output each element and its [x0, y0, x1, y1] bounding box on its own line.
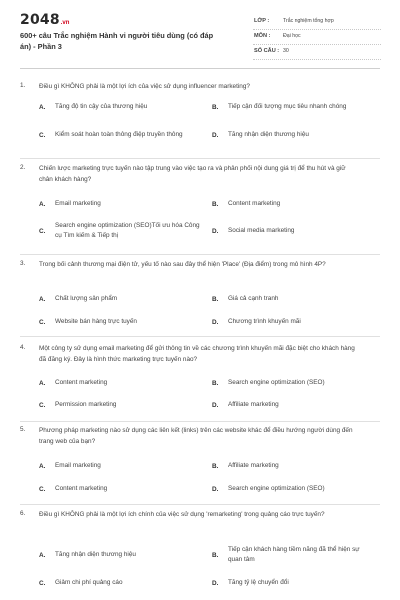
option-d[interactable] [212, 315, 380, 329]
option-text: Social media marketing [228, 227, 295, 235]
option-letter: B. [212, 103, 219, 111]
question-5 [20, 426, 380, 508]
option-text: Giảm chi phí quảng cáo [55, 579, 123, 587]
option-c[interactable] [39, 398, 204, 412]
document-title: 600+ câu Trắc nghiệm Hành vi người tiêu dùng (có đáp án) - Phần 3 [20, 31, 214, 51]
option-text: Search engine optimization (SEO)Tối ưu hóa Công cụ Tìm kiếm & Tiếp thị [55, 222, 200, 239]
page-header [0, 0, 400, 64]
question-divider [20, 504, 380, 505]
meta-label: SỐ CÂU : [254, 48, 280, 54]
option-letter: B. [212, 200, 219, 208]
option-text: Chất lượng sản phẩm [55, 295, 118, 303]
option-letter: D. [212, 318, 219, 326]
option-letter: B. [212, 379, 219, 387]
option-letter: D. [212, 579, 219, 587]
logo-tld: .vn [60, 20, 70, 26]
option-d[interactable] [212, 128, 380, 142]
option-c[interactable] [39, 482, 204, 496]
option-d[interactable] [212, 224, 380, 238]
question-text: Trong bối cảnh thương mại điện tử, yếu tố nào sau đây thể hiện 'Place' (Địa điểm) trong mô hình 4P? [39, 261, 326, 268]
question-3 [20, 260, 380, 340]
meta-row-class [253, 15, 381, 30]
option-letter: C. [39, 131, 46, 139]
header-divider [20, 68, 380, 69]
option-letter: A. [39, 200, 46, 208]
question-divider [20, 421, 380, 422]
question-text: Điều gì KHÔNG phải là một lợi ích của việc sử dụng influencer marketing? [39, 83, 250, 90]
option-a[interactable] [39, 292, 204, 306]
option-letter: C. [39, 318, 46, 326]
option-text: Kiểm soát hoàn toàn thông điệp truyền thông [55, 131, 183, 139]
option-letter: A. [39, 103, 46, 111]
option-b[interactable] [212, 376, 380, 390]
question-4 [20, 344, 380, 424]
option-c[interactable] [39, 315, 204, 329]
option-c[interactable] [39, 220, 204, 242]
option-letter: C. [39, 485, 46, 493]
option-b[interactable] [212, 292, 380, 306]
option-a[interactable] [39, 100, 204, 114]
option-letter: D. [212, 227, 219, 235]
option-letter: D. [212, 485, 219, 493]
question-number: 1. [20, 82, 26, 89]
option-text: Content marketing [55, 379, 108, 387]
option-text: Giá cả cạnh tranh [228, 295, 279, 303]
option-letter: C. [39, 579, 46, 587]
question-text: Điều gì KHÔNG phải là một lợi ích chính của việc sử dụng 'remarketing' trong quảng cáo trực tuyến? [39, 511, 325, 518]
option-c[interactable] [39, 576, 204, 590]
option-letter: B. [212, 295, 219, 303]
option-text: Affiliate marketing [228, 462, 279, 470]
option-text: Email marketing [55, 462, 101, 470]
meta-value: Đại học [283, 33, 301, 39]
meta-row-count [253, 45, 381, 60]
option-text: Tiếp cận đối tượng mục tiêu nhanh chóng [228, 103, 347, 111]
option-text: Website bán hàng trực tuyến [55, 318, 137, 326]
question-1 [20, 82, 380, 164]
question-text: Phương pháp marketing nào sử dụng các liên kết (links) trên các website khác để điều hướng người dùng đến trang web của bạn? [39, 427, 353, 445]
option-text: Email marketing [55, 200, 101, 208]
question-2 [20, 164, 380, 260]
option-d[interactable] [212, 482, 380, 496]
option-d[interactable] [212, 398, 380, 412]
option-letter: A. [39, 379, 46, 387]
question-divider [20, 158, 380, 159]
meta-value: Trắc nghiệm tổng hợp [283, 18, 334, 24]
question-divider [20, 336, 380, 337]
option-b[interactable] [212, 197, 380, 211]
option-text: Permission marketing [55, 401, 117, 409]
question-number: 2. [20, 164, 26, 171]
question-number: 6. [20, 510, 26, 517]
option-letter: B. [212, 462, 219, 470]
option-letter: B. [212, 551, 219, 559]
option-letter: D. [212, 131, 219, 139]
meta-table [253, 15, 381, 60]
question-text: Một công ty sử dụng email marketing để gửi thông tin về các chương trình khuyến mãi đặc biệt cho khách hàng đã đăng ký. Đây là hình thức marketing trực tuyến nào? [39, 345, 355, 363]
site-logo[interactable] [20, 12, 69, 28]
option-c[interactable] [39, 124, 204, 146]
option-letter: C. [39, 227, 46, 235]
logo-text: 2048 [20, 12, 60, 28]
option-text: Tăng tỷ lệ chuyển đổi [228, 579, 289, 587]
meta-label: MÔN : [254, 33, 271, 39]
meta-label: LỚP : [254, 18, 270, 24]
option-text: Content marketing [228, 200, 281, 208]
option-text: Tiếp cận khách hàng tiềm năng đã thể hiện sự quan tâm [228, 546, 360, 563]
option-text: Tăng độ tin cậy của thương hiệu [55, 103, 148, 111]
question-divider [20, 254, 380, 255]
question-number: 4. [20, 344, 26, 351]
meta-row-subject [253, 30, 381, 45]
question-text: Chiến lược marketing trực tuyến nào tập trung vào việc tạo ra và phân phối nội dung giá trị để thu hút và giữ chân khách hàng? [39, 165, 346, 183]
option-text: Tăng nhận diện thương hiệu [55, 551, 136, 559]
option-text: Search engine optimization (SEO) [228, 485, 325, 493]
option-text: Affiliate marketing [228, 401, 279, 409]
option-a[interactable] [39, 548, 204, 562]
option-letter: C. [39, 401, 46, 409]
meta-value: 30 [283, 48, 289, 54]
option-b[interactable] [212, 544, 380, 566]
option-text: Tăng nhận diện thương hiệu [228, 131, 309, 139]
option-d[interactable] [212, 576, 380, 590]
question-6 [20, 510, 380, 598]
question-number: 5. [20, 426, 26, 433]
option-text: Chương trình khuyến mãi [228, 318, 301, 326]
option-b[interactable] [212, 100, 380, 114]
option-text: Search engine optimization (SEO) [228, 379, 325, 387]
option-text: Content marketing [55, 485, 108, 493]
option-a[interactable] [39, 459, 204, 473]
option-b[interactable] [212, 459, 380, 473]
option-a[interactable] [39, 197, 204, 211]
option-letter: A. [39, 551, 46, 559]
option-letter: A. [39, 295, 46, 303]
option-a[interactable] [39, 376, 204, 390]
question-number: 3. [20, 260, 26, 267]
option-letter: D. [212, 401, 219, 409]
option-letter: A. [39, 462, 46, 470]
